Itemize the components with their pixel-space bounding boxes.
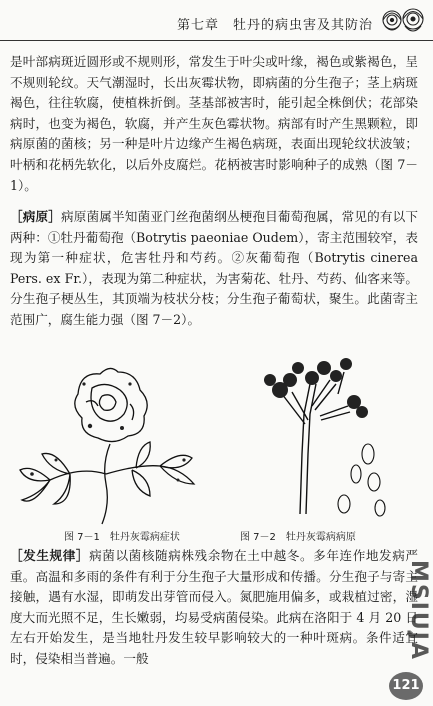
paragraph-pathogen <box>10 207 418 331</box>
paragraph-symptoms: 是叶部病斑近圆形或不规则形，常发生于叶尖或叶缘，褐色或紫褐色，呈不规则轮纹。天气潮湿时，长出灰霉状物，即病菌的分生孢子；茎上病斑褐色，往往软腐，使植株折倒。茎基部被害时，能引起全株倒伏；花部染病时，也变为褐色，软腐，并产生灰色霉状物。病部有时产生黑颗粒，即病原菌的菌核；另一种是叶片边缘产生褐色病斑，表面出现轮纹状波皱；叶柄和花柄先软化，以后外皮腐烂。花柄被害时影响种子的成熟（图 7－1）。 <box>10 54 418 193</box>
figure-7-1-illustration <box>10 354 210 526</box>
pathogen-text: 病原菌属半知菌亚门丝孢菌纲丛梗孢目葡萄孢属，常见的有以下两种：①牡丹葡萄孢（Botrytis paeoniae Oudem），寄主范围较窄，表现为第一种症状，危害牡丹和芍药。②灰葡萄孢（Botrytis cinerea Pers. ex Fr.），表现为第二种症状，为害菊花、牡丹、芍药、仙客来等。分生孢子梗丛生，其顶端为枝状分枝；分生孢子葡萄状，聚生。此菌寄主范围广，腐生能力强（图 7－2）。 <box>10 209 419 327</box>
occurrence-text: 病菌以菌核随病株残余物在土中越冬。多年连作地发病严重。高温和多雨的条件有利于分生孢子大量形成和传播。分生孢子与寄主接触，遇有水湿，即萌发出芽管而侵入。氮肥施用偏多，或栽植过密，湿度大而光照不足，生长嫩弱，均易受病菌侵染。此病在洛阳于 4 月 20 日左右开始发生，是当地牡丹发生较早影响较大的一种叶斑病。条件适宜时，侵染相当普遍。一般 <box>10 548 419 666</box>
section-label-pathogen: ［病原］ <box>10 209 62 224</box>
section-label-occurrence: ［发生规律］ <box>10 548 90 563</box>
figure-7-1-caption: 图 7－1 牡丹灰霉病症状 <box>64 532 180 543</box>
paragraph-occurrence <box>10 546 418 670</box>
watermark-logo: MSIUJA <box>406 560 431 661</box>
page-header <box>0 0 433 41</box>
figure-area <box>10 354 420 526</box>
figure-7-2-caption: 图 7－2 牡丹灰霉病病原 <box>240 532 356 543</box>
chapter-title: 第七章 牡丹的病虫害及其防治 <box>176 18 373 33</box>
figure-7-2-illustration <box>220 354 420 526</box>
page-number: 121 <box>389 672 423 700</box>
peony-flower-icon <box>377 2 427 38</box>
